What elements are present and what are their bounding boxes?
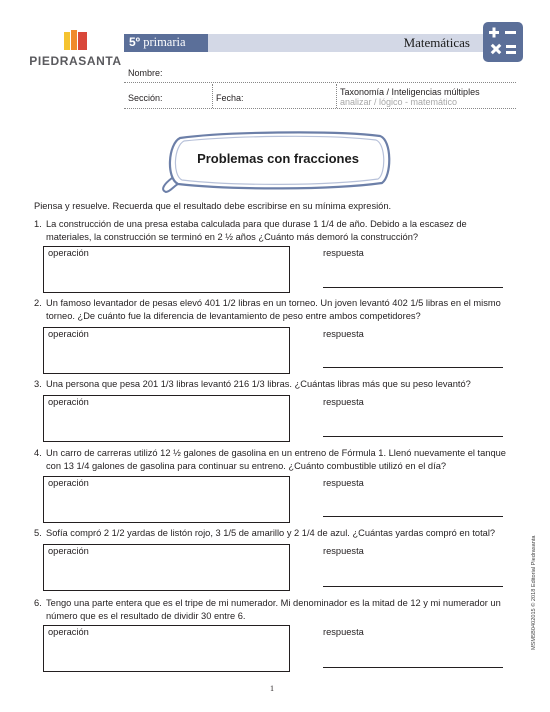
operation-box-5[interactable] (43, 544, 290, 591)
answer-label-2: respuesta (323, 329, 364, 339)
problem-text: La construcción de una presa estaba calculada para que durase 1 1/4 de año. Debido a la escasez de materiales, la construcción se terminó en 2 ½ años ¿Cuánto más demoró la construcción? (46, 219, 467, 242)
book-logo-icon (62, 30, 90, 52)
answer-line-2[interactable] (323, 367, 503, 368)
subject-bar (208, 34, 484, 52)
operation-box-1[interactable] (43, 246, 290, 293)
taxonomy-subtitle: analizar / lógico - matemático (340, 97, 458, 107)
operation-label: operación (48, 546, 89, 556)
operation-box-3[interactable] (43, 395, 290, 442)
brand-name: PIEDRASANTA (29, 54, 122, 68)
instructions: Piensa y resuelve. Recuerda que el resultado debe escribirse en su mínima expresión. (34, 201, 392, 211)
worksheet-title: Problemas con fracciones (197, 151, 359, 166)
date-label: Fecha: (216, 93, 244, 103)
answer-line-1[interactable] (323, 287, 503, 288)
field-divider (212, 84, 213, 108)
operation-label: operación (48, 329, 89, 339)
problem-2 (34, 297, 514, 323)
problem-text: Un famoso levantador de pesas elevó 401 1/2 libras en un torneo. Un joven levantó 402 1/5 libras en el mismo torneo. ¿De cuánto fue la diferencia de levantamiento de peso entre ambos competidores? (46, 298, 501, 321)
problem-number: 6. (34, 598, 42, 608)
operation-label: operación (48, 248, 89, 258)
problem-text: Un carro de carreras utilizó 12 ½ galones de gasolina en un entreno de Fórmula 1. Llenó nuevamente el tanque con 13 1/4 galones de gasolina para continuar su entreno. ¿Cuánto combustible utilizó en el día? (46, 448, 506, 471)
field-divider (336, 84, 337, 108)
answer-label-4: respuesta (323, 478, 364, 488)
problem-number: 2. (34, 298, 42, 308)
problem-number: 4. (34, 448, 42, 458)
math-operators-icon (483, 22, 523, 62)
problem-number: 1. (34, 219, 42, 229)
subject-name: Matemáticas (403, 35, 470, 50)
section-date-line (124, 108, 516, 109)
problem-6 (34, 597, 514, 623)
problem-text: Sofía compró 2 1/2 yardas de listón rojo, 3 1/5 de amarillo y 2 1/4 de azul. ¿Cuántas yardas compró en total? (46, 528, 496, 538)
problem-5 (34, 527, 514, 540)
grade-bar (124, 34, 208, 52)
operation-box-4[interactable] (43, 476, 290, 523)
problem-text: Tengo una parte entera que es el tripe de mi numerador. Mi denominador es la mitad de 12 y mi numerador un número que es el resultado de dividir 30 entre 6. (46, 598, 501, 621)
operation-label: operación (48, 627, 89, 637)
problem-4 (34, 447, 514, 473)
answer-label-5: respuesta (323, 546, 364, 556)
answer-label-6: respuesta (323, 627, 364, 637)
name-label: Nombre: (128, 68, 163, 78)
name-line[interactable] (124, 82, 516, 83)
piedrasanta-logo (28, 30, 123, 75)
operation-label: operación (48, 397, 89, 407)
problem-1 (34, 218, 514, 244)
answer-line-5[interactable] (323, 586, 503, 587)
problem-number: 5. (34, 528, 42, 538)
answer-line-4[interactable] (323, 516, 503, 517)
grade-word: primaria (143, 35, 186, 49)
problem-number: 3. (34, 379, 42, 389)
grade-number: 5º (129, 35, 141, 49)
answer-line-6[interactable] (323, 667, 503, 668)
answer-label-3: respuesta (323, 397, 364, 407)
answer-line-3[interactable] (323, 436, 503, 437)
operation-box-6[interactable] (43, 625, 290, 672)
section-label: Sección: (128, 93, 163, 103)
taxonomy-title: Taxonomía / Inteligencias múltiples (340, 87, 480, 97)
page-number: 1 (270, 684, 274, 693)
problem-text: Una persona que pesa 201 1/3 libras levantó 216 1/3 libras. ¿Cuántas libras más que su peso levantó? (46, 379, 471, 389)
answer-label-1: respuesta (323, 248, 364, 258)
operation-label: operación (48, 478, 89, 488)
operation-box-2[interactable] (43, 327, 290, 374)
problem-3 (34, 378, 514, 391)
copyright-note: MSM5B0402015 © 2018 Editorial Piedrasanta (531, 535, 537, 650)
